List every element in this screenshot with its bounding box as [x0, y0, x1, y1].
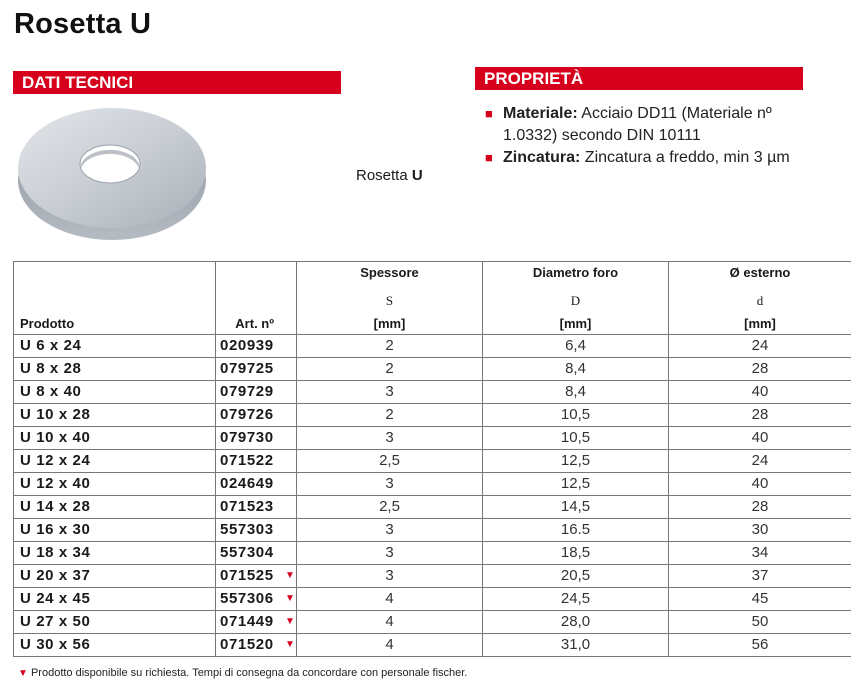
cell-hole-diameter: 6,4	[483, 335, 669, 358]
cell-thickness: 3	[297, 427, 483, 450]
cell-outer-diameter: 50	[669, 611, 851, 634]
cell-outer-diameter: 28	[669, 358, 851, 381]
cell-art-no: 079730	[216, 427, 297, 450]
cell-outer-diameter: 30	[669, 519, 851, 542]
cell-outer-diameter: 56	[669, 634, 851, 657]
header-hole-diameter: Diametro foro D [mm]	[483, 262, 669, 335]
cell-art-no: 079725	[216, 358, 297, 381]
cell-art-no: 071522	[216, 450, 297, 473]
triangle-down-icon: ▼	[285, 593, 296, 604]
cell-hole-diameter: 14,5	[483, 496, 669, 519]
table-row	[14, 427, 851, 450]
cell-product: U 6 x 24	[14, 335, 216, 358]
footnote: ▼ Prodotto disponibile su richiesta. Tempi di consegna da concordare con personale fischer.	[18, 667, 468, 679]
cell-outer-diameter: 28	[669, 496, 851, 519]
cell-product: U 8 x 28	[14, 358, 216, 381]
triangle-down-icon: ▼	[285, 570, 296, 581]
table-row	[14, 565, 851, 588]
cell-product: U 24 x 45	[14, 588, 216, 611]
cell-hole-diameter: 10,5	[483, 404, 669, 427]
bullet-square-icon: ■	[485, 150, 493, 165]
triangle-down-icon: ▼	[18, 668, 28, 679]
triangle-down-icon: ▼	[285, 616, 296, 627]
cell-outer-diameter: 34	[669, 542, 851, 565]
cell-outer-diameter: 24	[669, 450, 851, 473]
cell-hole-diameter: 24,5	[483, 588, 669, 611]
cell-art-no: 020939	[216, 335, 297, 358]
cell-outer-diameter: 40	[669, 381, 851, 404]
cell-art-no: 071523	[216, 496, 297, 519]
table-row	[14, 473, 851, 496]
cell-art-no: 557304	[216, 542, 297, 565]
table-row	[14, 611, 851, 634]
section-bar-technical-data: DATI TECNICI	[13, 71, 341, 94]
cell-thickness: 2,5	[297, 496, 483, 519]
cell-thickness: 2	[297, 335, 483, 358]
cell-hole-diameter: 20,5	[483, 565, 669, 588]
cell-hole-diameter: 18,5	[483, 542, 669, 565]
cell-hole-diameter: 12,5	[483, 473, 669, 496]
cell-outer-diameter: 24	[669, 335, 851, 358]
cell-product: U 10 x 28	[14, 404, 216, 427]
cell-outer-diameter: 40	[669, 473, 851, 496]
property-item: ■ Materiale: Acciaio DD11 (Materiale nº 1.0332) secondo DIN 10111	[485, 105, 772, 144]
cell-hole-diameter: 28,0	[483, 611, 669, 634]
cell-art-no: 071525 ▼	[216, 565, 297, 588]
washer-image	[17, 98, 207, 242]
cell-thickness: 3	[297, 565, 483, 588]
properties-list	[484, 103, 804, 169]
image-caption: Rosetta U	[356, 167, 423, 184]
cell-product: U 12 x 40	[14, 473, 216, 496]
table-row	[14, 519, 851, 542]
cell-product: U 10 x 40	[14, 427, 216, 450]
cell-hole-diameter: 31,0	[483, 634, 669, 657]
property-item: ■ Zincatura: Zincatura a freddo, min 3 µm	[484, 147, 804, 169]
header-art-no: Art. nº	[216, 262, 297, 335]
cell-thickness: 3	[297, 381, 483, 404]
cell-thickness: 3	[297, 473, 483, 496]
cell-hole-diameter: 8,4	[483, 358, 669, 381]
triangle-down-icon: ▼	[285, 639, 296, 650]
cell-thickness: 2,5	[297, 450, 483, 473]
header-thickness: Spessore S [mm]	[297, 262, 483, 335]
cell-product: U 16 x 30	[14, 519, 216, 542]
cell-outer-diameter: 37	[669, 565, 851, 588]
cell-art-no: 079726	[216, 404, 297, 427]
cell-art-no: 557306 ▼	[216, 588, 297, 611]
cell-art-no: 024649	[216, 473, 297, 496]
table-row	[14, 542, 851, 565]
cell-hole-diameter: 12,5	[483, 450, 669, 473]
cell-product: U 18 x 34	[14, 542, 216, 565]
cell-art-no: 071449 ▼	[216, 611, 297, 634]
specification-table	[13, 261, 851, 657]
section-bar-properties: PROPRIETÀ	[475, 67, 803, 90]
header-product: Prodotto	[14, 262, 216, 335]
cell-art-no: 071520 ▼	[216, 634, 297, 657]
table-row	[14, 588, 851, 611]
table-row	[14, 335, 851, 358]
cell-product: U 30 x 56	[14, 634, 216, 657]
cell-hole-diameter: 10,5	[483, 427, 669, 450]
cell-thickness: 2	[297, 358, 483, 381]
cell-product: U 8 x 40	[14, 381, 216, 404]
cell-thickness: 4	[297, 588, 483, 611]
cell-product: U 12 x 24	[14, 450, 216, 473]
table-row	[14, 381, 851, 404]
cell-product: U 27 x 50	[14, 611, 216, 634]
table-row	[14, 496, 851, 519]
cell-outer-diameter: 45	[669, 588, 851, 611]
table-row	[14, 634, 851, 657]
cell-hole-diameter: 16.5	[483, 519, 669, 542]
cell-product: U 14 x 28	[14, 496, 216, 519]
header-outer-diameter: Ø esterno d [mm]	[669, 262, 851, 335]
cell-thickness: 4	[297, 634, 483, 657]
table-row	[14, 404, 851, 427]
cell-product: U 20 x 37	[14, 565, 216, 588]
cell-thickness: 3	[297, 542, 483, 565]
page-title: Rosetta U	[14, 8, 152, 40]
cell-hole-diameter: 8,4	[483, 381, 669, 404]
cell-outer-diameter: 40	[669, 427, 851, 450]
cell-thickness: 2	[297, 404, 483, 427]
cell-art-no: 079729	[216, 381, 297, 404]
cell-art-no: 557303	[216, 519, 297, 542]
cell-thickness: 4	[297, 611, 483, 634]
cell-thickness: 3	[297, 519, 483, 542]
table-row	[14, 450, 851, 473]
cell-outer-diameter: 28	[669, 404, 851, 427]
bullet-square-icon: ■	[485, 106, 493, 121]
table-row	[14, 358, 851, 381]
